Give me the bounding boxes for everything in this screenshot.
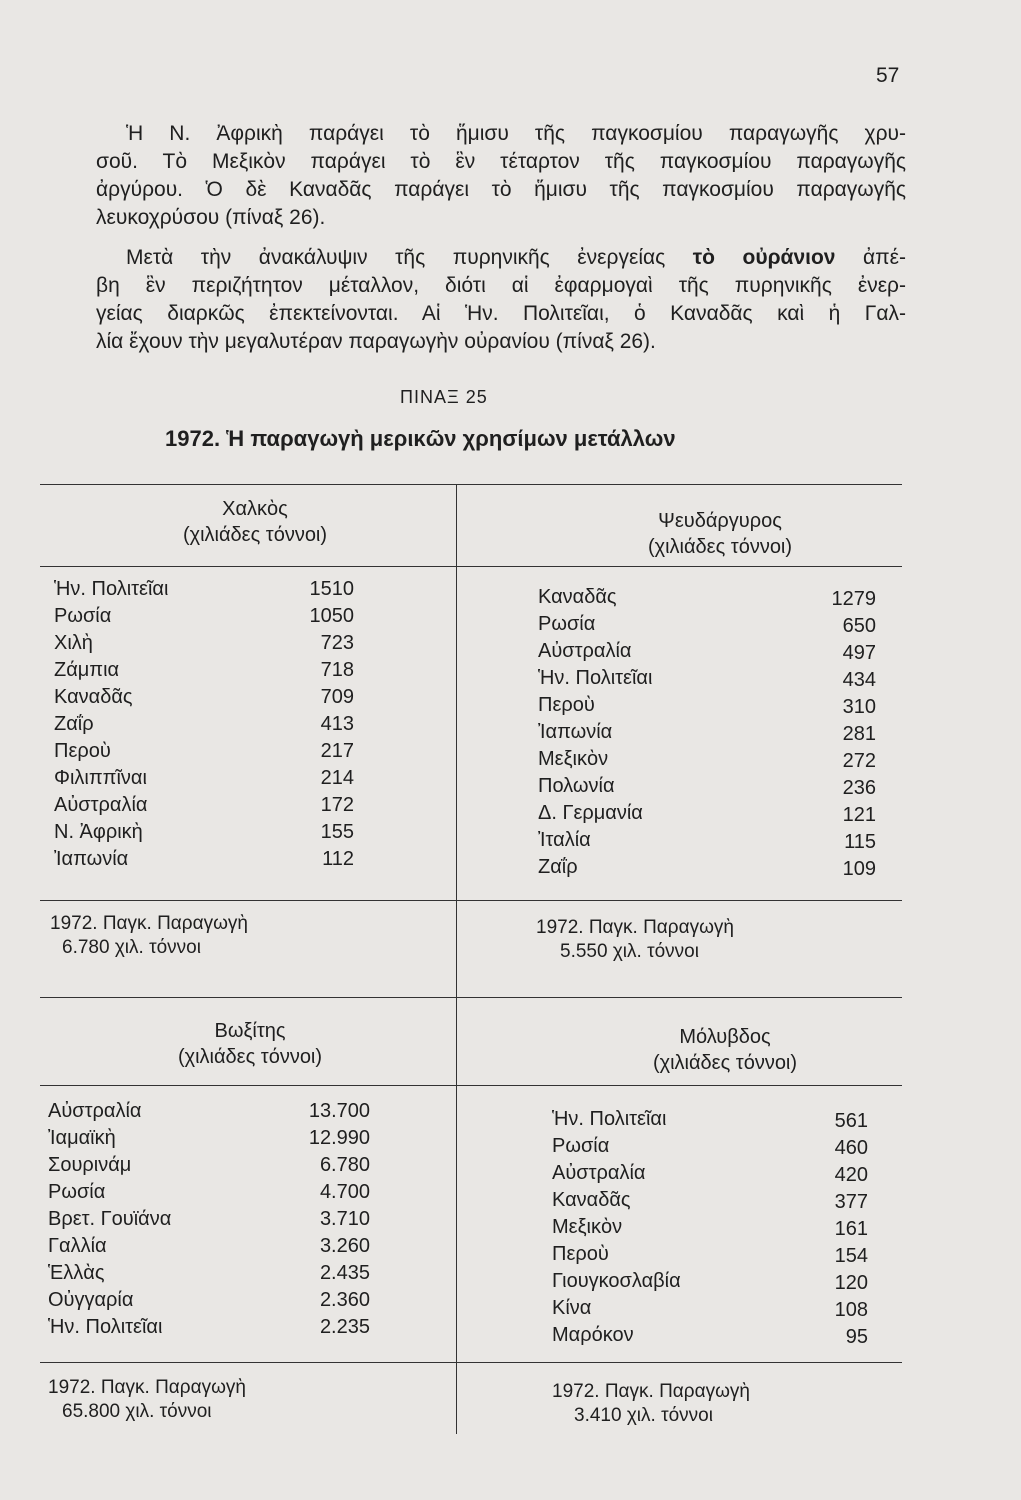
table-row: [54, 740, 354, 767]
country-name: Χιλὴ: [54, 632, 93, 654]
production-value: 377: [834, 1191, 868, 1213]
table-row: [552, 1297, 868, 1324]
country-name: Ἡν. Πολιτεῖαι: [538, 667, 653, 689]
table-row: [54, 848, 354, 875]
production-value: 108: [834, 1299, 868, 1321]
total-value: 5.550 χιλ. τόννοι: [560, 941, 699, 962]
country-name: Περοὺ: [552, 1243, 609, 1265]
country-name: Γαλλία: [48, 1235, 107, 1257]
country-name: Ἡν. Πολιτεῖαι: [48, 1316, 163, 1338]
production-value: 272: [842, 750, 876, 772]
table-row: [552, 1162, 868, 1189]
table-row: [538, 829, 878, 856]
production-value: 217: [320, 740, 354, 762]
production-value: 236: [842, 777, 876, 799]
paragraph-text: Μετὰ τὴν ἀνακάλυψιν τῆς πυρηνικῆς ἐνεργείας: [126, 246, 666, 269]
total-label: 1972. Παγκ. Παραγωγὴ: [552, 1381, 750, 1402]
table-row: [552, 1135, 868, 1162]
production-value: 420: [834, 1164, 868, 1186]
production-value: 172: [320, 794, 354, 816]
bauxite-header: [80, 1018, 420, 1070]
country-name: Ἰαπωνία: [54, 848, 129, 870]
paragraph-line: [96, 244, 906, 272]
table-row: [538, 748, 878, 775]
table-row: [552, 1270, 868, 1297]
total-label: 1972. Παγκ. Παραγωγὴ: [48, 1377, 246, 1398]
country-name: Μεξικὸν: [538, 748, 609, 770]
production-value: 109: [842, 858, 876, 880]
table-row: [538, 613, 878, 640]
paragraph-line: λευκοχρύσου (πίναξ 26).: [96, 206, 326, 229]
paragraph-line: ἀργύρου. Ὁ δὲ Καναδᾶς παράγει τὸ ἥμισυ τῆς παγκοσμίου παραγωγῆς: [96, 178, 906, 201]
production-value: 12.990: [308, 1127, 370, 1149]
table-row: [54, 605, 354, 632]
production-value: 4.700: [319, 1181, 370, 1203]
table-rule: [40, 1085, 902, 1086]
table-row: [538, 667, 878, 694]
country-name: Βρετ. Γουϊάνα: [48, 1208, 172, 1230]
copper-list: [54, 578, 354, 875]
table-row: [54, 767, 354, 794]
production-value: 120: [834, 1272, 868, 1294]
bauxite-list: [48, 1100, 370, 1343]
table-row: [54, 686, 354, 713]
page-number: 57: [876, 64, 900, 87]
country-name: Ἡν. Πολιτεῖαι: [54, 578, 169, 600]
production-value: 413: [320, 713, 354, 735]
copper-title: Χαλκὸς: [222, 498, 288, 520]
total-value: 65.800 χιλ. τόννοι: [62, 1401, 212, 1422]
table-label: ΠΙΝΑΞ 25: [400, 387, 488, 407]
table-rule: [40, 997, 902, 998]
production-value: 1510: [309, 578, 354, 600]
table-rule: [40, 566, 902, 567]
country-name: Οὐγγαρία: [48, 1289, 134, 1311]
table-row: [538, 721, 878, 748]
country-name: Φιλιππῖναι: [54, 767, 147, 789]
table-rule: [40, 900, 902, 901]
table-row: [48, 1289, 370, 1316]
uranium-bold-term: τὸ οὐράνιον: [692, 246, 836, 269]
country-name: Ζαΐρ: [538, 856, 578, 878]
table-row: [54, 794, 354, 821]
country-name: Σουρινάμ: [48, 1154, 132, 1176]
production-value: 310: [842, 696, 876, 718]
zinc-list: [538, 586, 878, 883]
paragraph-line: Ἡ Ν. Ἀφρικὴ παράγει τὸ ἥμισυ τῆς παγκοσμίου παραγωγῆς χρυ-: [126, 122, 906, 145]
production-value: 214: [320, 767, 354, 789]
total-label: 1972. Παγκ. Παραγωγὴ: [50, 913, 248, 934]
table-row: [54, 659, 354, 686]
zinc-total: [536, 916, 734, 964]
bauxite-unit: (χιλιάδες τόννοι): [177, 1046, 323, 1068]
table-row: [48, 1208, 370, 1235]
country-name: Δ. Γερμανία: [538, 802, 643, 824]
country-name: Καναδᾶς: [54, 686, 133, 708]
total-value: 3.410 χιλ. τόννοι: [574, 1405, 713, 1426]
total-label: 1972. Παγκ. Παραγωγὴ: [536, 917, 734, 938]
production-value: 2.235: [319, 1316, 370, 1338]
table-row: [48, 1316, 370, 1343]
paragraph-text: ἀπέ-: [863, 246, 907, 269]
table-title: 1972. Ἡ παραγωγὴ μερικῶν χρησίμων μετάλλων: [165, 426, 676, 451]
table-row: [538, 640, 878, 667]
production-value: 281: [842, 723, 876, 745]
country-name: Αὐστραλία: [552, 1162, 646, 1184]
production-value: 1279: [831, 588, 876, 610]
country-name: Αὐστραλία: [538, 640, 632, 662]
country-name: Γιουγκοσλαβία: [552, 1270, 681, 1292]
country-name: Ἰταλία: [538, 829, 591, 851]
country-name: Μεξικὸν: [552, 1216, 623, 1238]
production-value: 155: [320, 821, 354, 843]
table-row: [54, 821, 354, 848]
table-row: [538, 802, 878, 829]
production-value: 434: [842, 669, 876, 691]
table-row: [48, 1181, 370, 1208]
country-name: Καναδᾶς: [538, 586, 617, 608]
country-name: Αὐστραλία: [48, 1100, 142, 1122]
country-name: Πολωνία: [538, 775, 615, 797]
paragraph-line: γείας διαρκῶς ἐπεκτείνονται. Αἱ Ἡν. Πολιτεῖαι, ὁ Καναδᾶς καὶ ἡ Γαλ-: [96, 302, 906, 325]
production-value: 161: [834, 1218, 868, 1240]
country-name: Ν. Ἀφρικὴ: [54, 821, 143, 843]
table-row: [538, 694, 878, 721]
country-name: Ζαΐρ: [54, 713, 94, 735]
production-value: 3.260: [319, 1235, 370, 1257]
table-row: [54, 632, 354, 659]
production-value: 115: [844, 831, 876, 853]
production-value: 121: [842, 804, 876, 826]
zinc-unit: (χιλιάδες τόννοι): [647, 536, 793, 558]
table-row: [538, 856, 878, 883]
table-row: [552, 1108, 868, 1135]
table-row: [48, 1262, 370, 1289]
country-name: Ἰαπωνία: [538, 721, 613, 743]
production-value: 1050: [309, 605, 354, 627]
table-rule: [40, 484, 902, 485]
bauxite-title: Βωξίτης: [214, 1020, 286, 1042]
production-value: 13.700: [308, 1100, 370, 1122]
production-value: 6.780: [319, 1154, 370, 1176]
country-name: Ἑλλὰς: [48, 1262, 105, 1284]
country-name: Ρωσία: [552, 1135, 610, 1157]
production-value: 460: [834, 1137, 868, 1159]
country-name: Κίνα: [552, 1297, 592, 1319]
country-name: Αὐστραλία: [54, 794, 148, 816]
lead-unit: (χιλιάδες τόννοι): [652, 1052, 798, 1074]
country-name: Ἡν. Πολιτεῖαι: [552, 1108, 667, 1130]
production-value: 497: [842, 642, 876, 664]
production-value: 718: [320, 659, 354, 681]
copper-header: [60, 496, 450, 548]
table-row: [552, 1324, 868, 1351]
table-row: [538, 586, 878, 613]
production-value: 561: [834, 1110, 868, 1132]
paragraph-uranium: [96, 244, 906, 356]
table-row: [552, 1216, 868, 1243]
country-name: Καναδᾶς: [552, 1189, 631, 1211]
production-value: 2.435: [319, 1262, 370, 1284]
bauxite-total: [48, 1376, 246, 1424]
country-name: Περοὺ: [538, 694, 595, 716]
production-value: 95: [845, 1326, 868, 1348]
table-row: [538, 775, 878, 802]
country-name: Ζάμπια: [54, 659, 120, 681]
production-value: 723: [320, 632, 354, 654]
lead-list: [552, 1108, 868, 1351]
table-rule: [40, 1362, 902, 1363]
table-row: [552, 1243, 868, 1270]
table-row: [54, 578, 354, 605]
table-row: [48, 1127, 370, 1154]
table-row: [48, 1235, 370, 1262]
production-value: 154: [834, 1245, 868, 1267]
paragraph-gold-silver: [96, 120, 906, 232]
production-value: 3.710: [319, 1208, 370, 1230]
country-name: Ρωσία: [54, 605, 112, 627]
copper-total: [50, 912, 248, 960]
table-row: [48, 1100, 370, 1127]
total-value: 6.780 χιλ. τόννοι: [62, 937, 201, 958]
production-value: 2.360: [319, 1289, 370, 1311]
country-name: Μαρόκον: [552, 1324, 634, 1346]
production-value: 709: [320, 686, 354, 708]
country-name: Ἰαμαϊκὴ: [48, 1127, 116, 1149]
paragraph-line: λία ἔχουν τὴν μεγαλυτέραν παραγωγὴν οὐρανίου (πίναξ 26).: [96, 330, 656, 353]
table-row: [552, 1189, 868, 1216]
paragraph-line: σοῦ. Τὸ Μεξικὸν παράγει τὸ ἓν τέταρτον τῆς παγκοσμίου παραγωγῆς: [96, 150, 906, 173]
lead-title: Μόλυβδος: [679, 1026, 771, 1048]
country-name: Περοὺ: [54, 740, 111, 762]
lead-total: [552, 1380, 750, 1428]
production-value: 112: [322, 848, 354, 870]
production-value: 650: [842, 615, 876, 637]
zinc-title: Ψευδάργυρος: [658, 510, 782, 532]
paragraph-line: βη ἓν περιζήτητον μέταλλον, διότι αἱ ἐφαρμογαὶ τῆς πυρηνικῆς ἐνερ-: [96, 274, 906, 297]
country-name: Ρωσία: [538, 613, 596, 635]
copper-unit: (χιλιάδες τόννοι): [182, 524, 328, 546]
zinc-header: [600, 508, 840, 560]
lead-header: [620, 1024, 830, 1076]
country-name: Ρωσία: [48, 1181, 106, 1203]
table-row: [54, 713, 354, 740]
table-row: [48, 1154, 370, 1181]
table-column-divider: [456, 484, 457, 1434]
